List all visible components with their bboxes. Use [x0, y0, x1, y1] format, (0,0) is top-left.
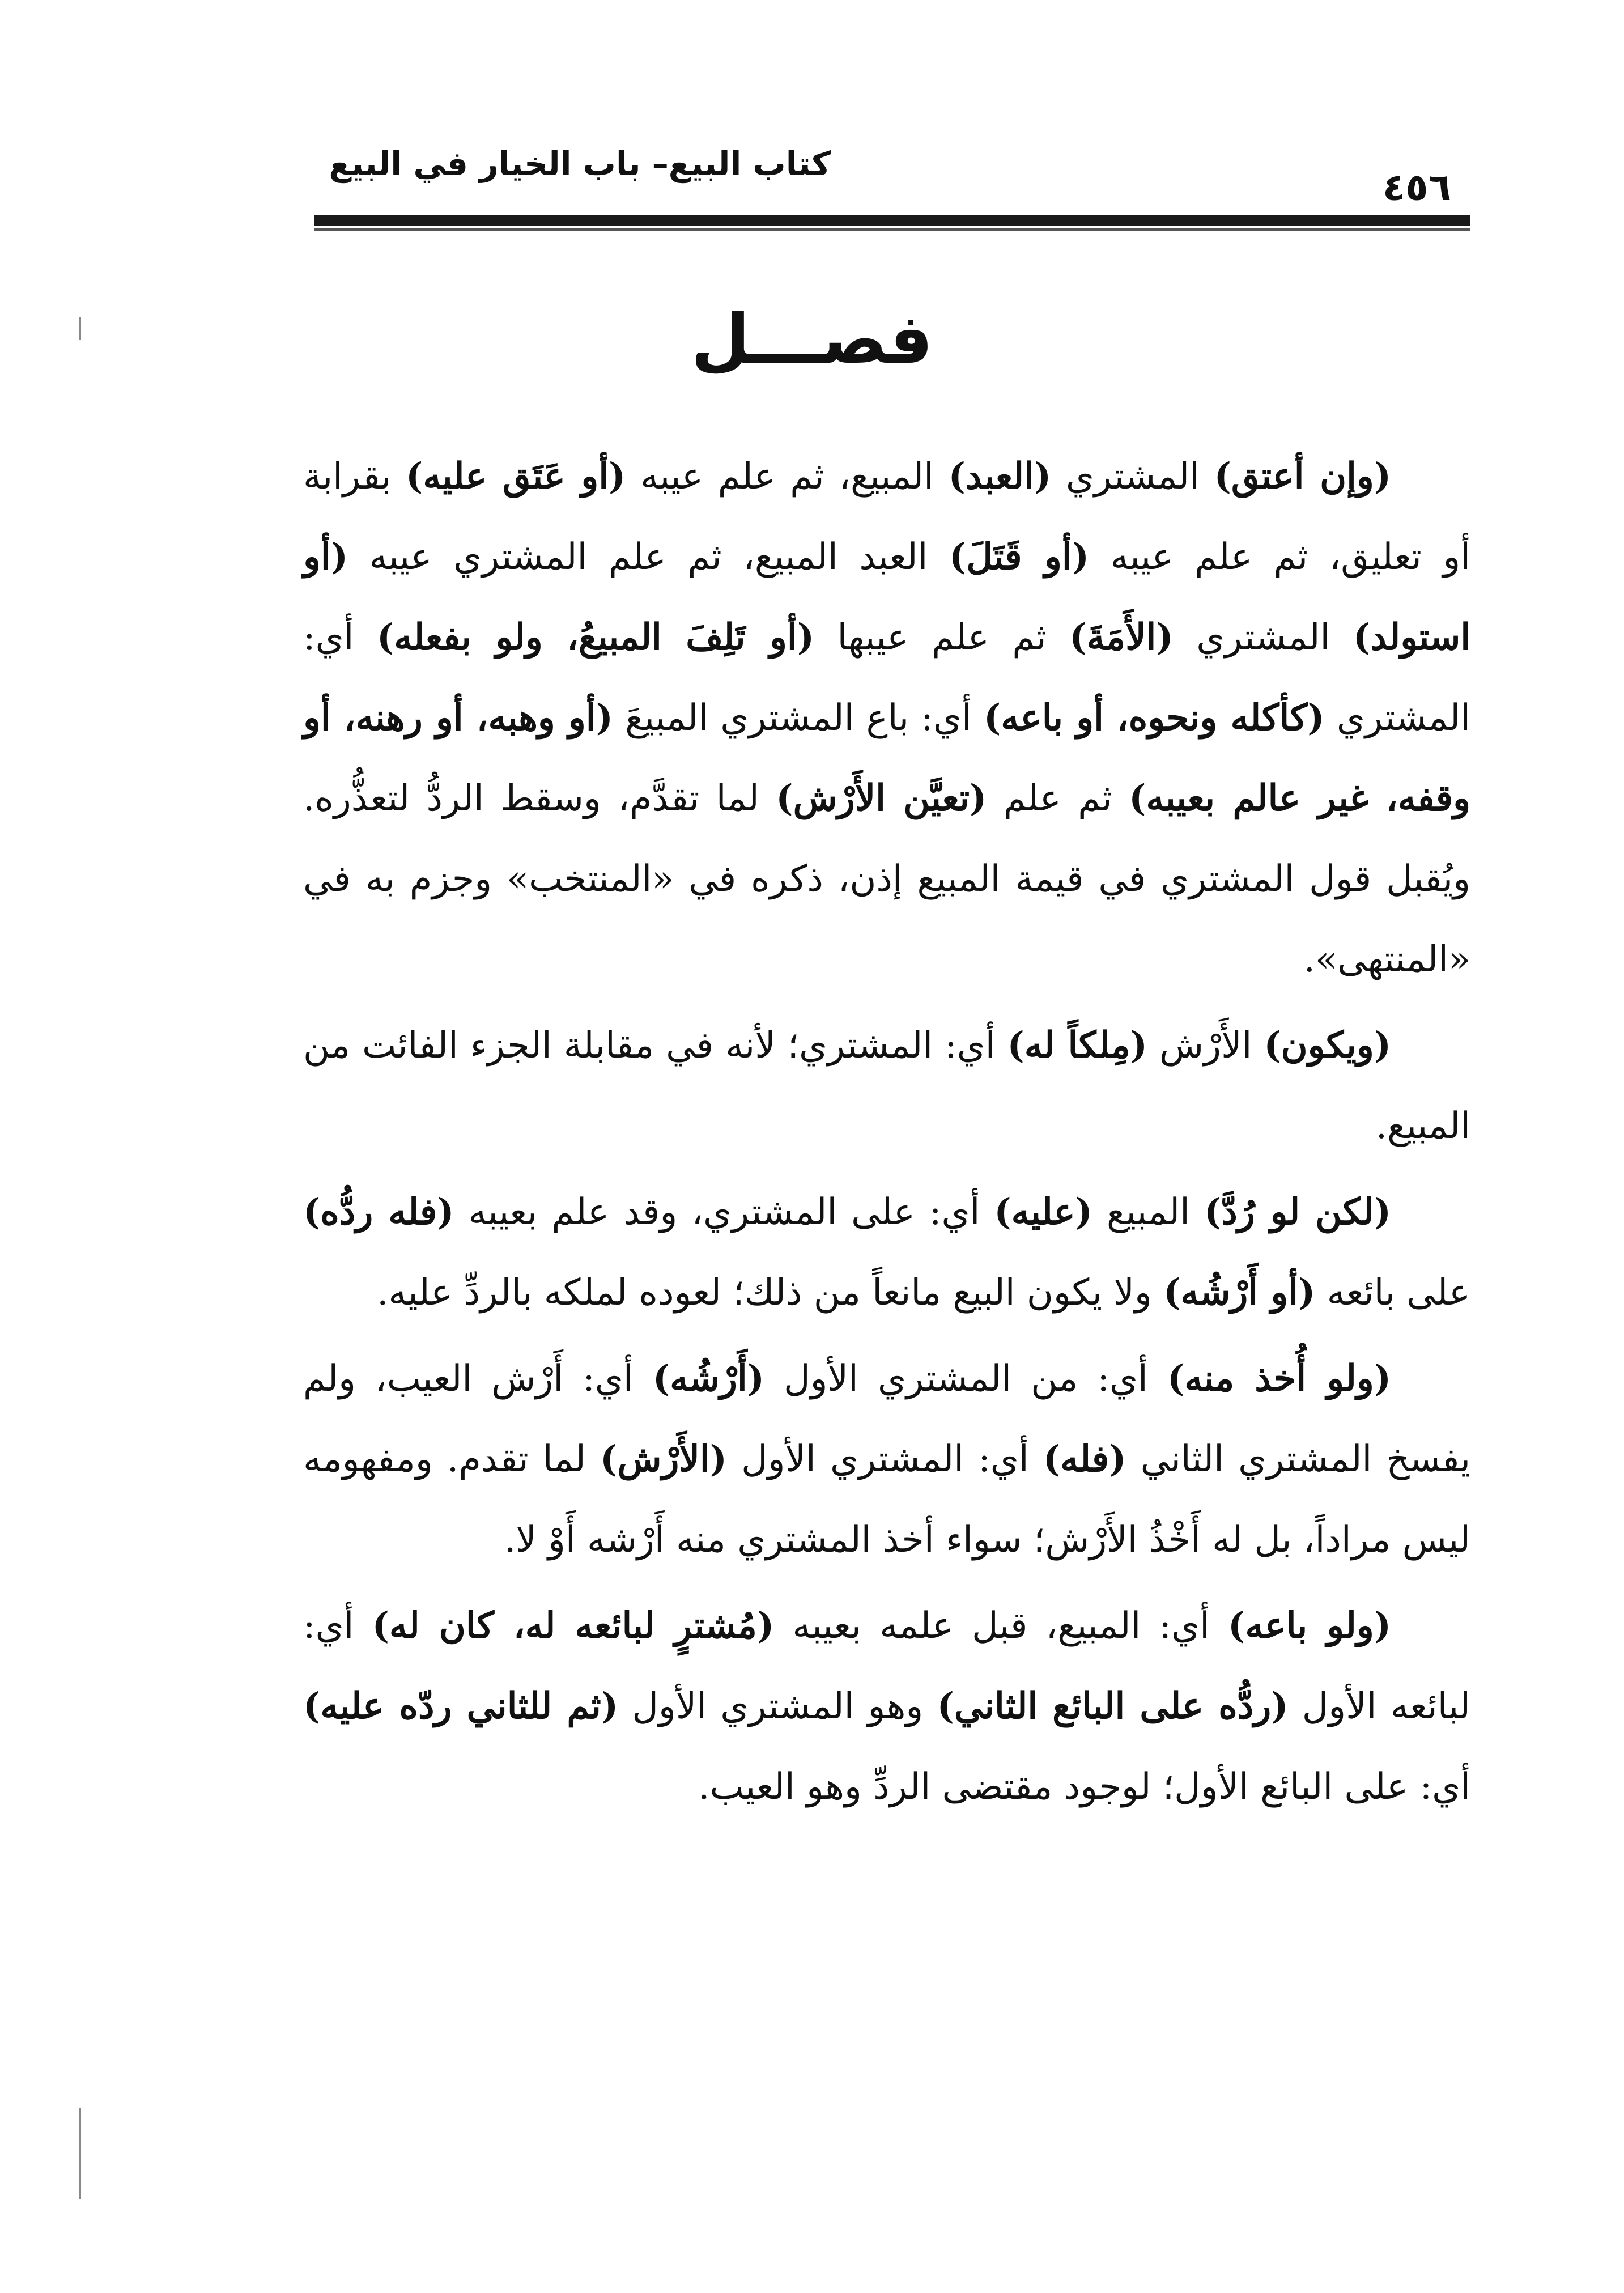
matn-text: (أو وهبه، أو رهنه، أو وقفه، غير عالم بعيبه)	[303, 697, 1471, 819]
paragraph	[303, 1172, 1470, 1333]
matn-text: (الأَرْش)	[600, 1438, 727, 1480]
commentary-text: أي: من المشتري الأول	[764, 1358, 1167, 1400]
commentary-text: المشتري	[1173, 617, 1353, 659]
commentary-text: أي: المشتري	[303, 617, 1470, 739]
scan-margin-mark	[79, 2108, 81, 2199]
matn-text: (الأَمَةَ)	[1069, 616, 1174, 659]
commentary-text: على بائعه	[1315, 1272, 1470, 1314]
matn-text: (العبد)	[948, 455, 1052, 498]
commentary-text: أي: المبيع، قبل علمه بعيبه	[774, 1605, 1228, 1647]
matn-text: (أو قَتَلَ)	[949, 536, 1089, 578]
commentary-text: أي: على المشتري، وقد علم بعيبه	[454, 1191, 994, 1233]
commentary-text: أي: المشتري الأول	[726, 1438, 1043, 1480]
matn-text: (أو تَلِفَ المبيعُ، ولو بفعله)	[376, 616, 814, 659]
matn-text: (كأكله ونحوه، أو باعه)	[983, 697, 1325, 739]
matn-text: (مِلكاً له)	[1007, 1024, 1148, 1067]
commentary-text: وهو المشتري الأول	[618, 1685, 937, 1727]
paragraph	[303, 1586, 1470, 1827]
paragraph	[303, 1005, 1470, 1166]
commentary-text: أي: لبائعه الأول	[303, 1605, 1471, 1727]
matn-text: (أو عَتَق عليه)	[406, 455, 626, 498]
matn-text: (تعيَّن الأَرْش)	[776, 777, 987, 819]
matn-text: (ولو باعه)	[1228, 1604, 1392, 1647]
matn-text: (وإن أعتق)	[1214, 455, 1392, 498]
running-title: كتاب البيع– باب الخيار في البيع	[329, 145, 831, 183]
commentary-text: أي: باع المشتري المبيعَ	[613, 697, 984, 739]
commentary-text: ثم علم عيبها	[814, 617, 1070, 659]
commentary-text: لما تقدم. ومفهومه ليس مراداً، بل له أَخْذُ الأَرْش؛ سواء أخذ المشتري منه أَرْشه أَوْ لا.	[303, 1438, 1470, 1561]
commentary-text: ولا يكون البيع مانعاً من ذلك؛ لعوده لملكه بالردِّ عليه.	[377, 1272, 1164, 1314]
header-rule-thin	[314, 228, 1470, 231]
commentary-text: المشتري	[1051, 456, 1214, 498]
commentary-text: أي: أَرْش العيب، ولم يفسخ المشتري الثاني	[303, 1358, 1471, 1480]
commentary-text: أي: على البائع الأول؛ لوجود مقتضى الردِّ وهو العيب.	[698, 1766, 1470, 1808]
matn-text: (ويكون)	[1264, 1024, 1391, 1067]
commentary-text: بقرابة أو تعليق، ثم علم عيبه	[303, 456, 1471, 578]
matn-text: (فله)	[1043, 1438, 1126, 1480]
commentary-text: لما تقدَّم، وسقط الردُّ لتعذُّره. ويُقبل قول المشتري في قيمة المبيع إذن، ذكره في «المنتخب» وجزم به في «المنتهى».	[303, 778, 1470, 980]
matn-text: (أو استولد)	[303, 536, 1471, 659]
matn-text: (فله ردُّه)	[303, 1191, 454, 1233]
matn-text: (أو أَرْشُه)	[1163, 1271, 1316, 1314]
header-rule	[314, 215, 1470, 226]
commentary-text: المبيع، ثم علم عيبه	[626, 456, 949, 498]
commentary-text: المبيع	[1092, 1191, 1204, 1233]
matn-text: (لكن لو رُدَّ)	[1204, 1191, 1391, 1233]
commentary-text: ثم علم	[987, 778, 1129, 819]
matn-text: (ردُّه على البائع الثاني)	[937, 1685, 1289, 1727]
matn-text: (ولو أُخذ منه)	[1167, 1357, 1392, 1400]
body-text	[303, 436, 1470, 1827]
matn-text: (أَرْشُه)	[652, 1357, 764, 1400]
matn-text: (مُشترٍ لبائعه له، كان له)	[372, 1604, 775, 1647]
commentary-text: الأَرْش	[1147, 1025, 1264, 1067]
commentary-text: العبد المبيع، ثم علم المشتري عيبه	[347, 536, 949, 578]
paragraph	[303, 1339, 1470, 1580]
paragraph	[303, 436, 1470, 1000]
matn-text: (عليه)	[994, 1191, 1092, 1233]
section-heading: فصـــل	[691, 300, 933, 379]
page-number: ٤٥٦	[1383, 165, 1451, 209]
scan-margin-mark	[79, 317, 81, 340]
commentary-text: أي: المشتري؛ لأنه في مقابلة الجزء الفائت من المبيع.	[303, 1025, 1470, 1147]
matn-text: (ثم للثاني ردّه عليه)	[303, 1685, 619, 1727]
